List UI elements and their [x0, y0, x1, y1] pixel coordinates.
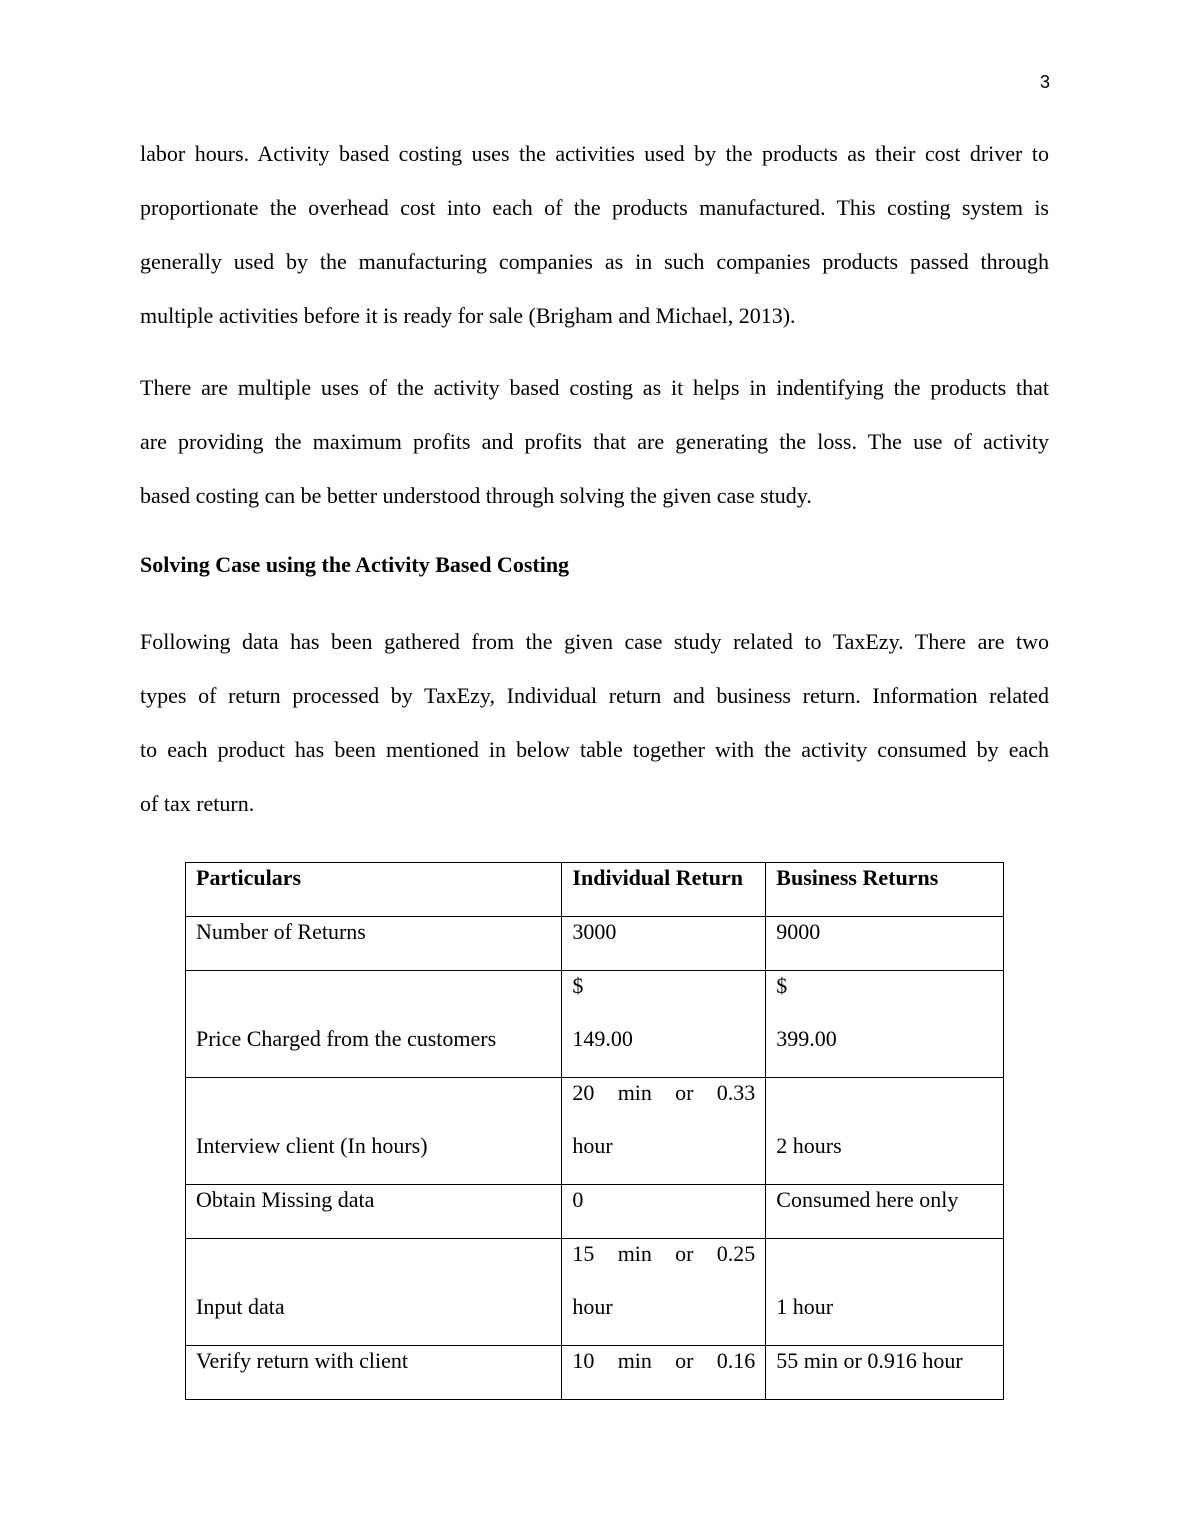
- cell-individual: 0: [562, 1185, 766, 1239]
- cell-particular: Input data: [186, 1239, 562, 1346]
- paragraph-line: types of return processed by TaxEzy, Individual return and business return. Information related: [140, 683, 1049, 708]
- cell-particular: Number of Returns: [186, 917, 562, 971]
- table-header-row: [186, 863, 1004, 917]
- paragraph-line: multiple activities before it is ready for sale (Brigham and Michael, 2013).: [140, 303, 796, 328]
- header-individual-return: Individual Return: [562, 863, 766, 917]
- paragraph-abc-overview: [140, 127, 1049, 343]
- paragraph-line: of tax return.: [140, 791, 255, 816]
- paragraph-line: based costing can be better understood through solving the given case study.: [140, 483, 812, 508]
- tax-return-table: [185, 862, 1004, 1400]
- cell-particular: Interview client (In hours): [186, 1078, 562, 1185]
- cell-business: 55 min or 0.916 hour: [766, 1346, 1004, 1400]
- cell-business: 9000: [766, 917, 1004, 971]
- cell-individual: 3000: [562, 917, 766, 971]
- paragraph-line: Following data has been gathered from the given case study related to TaxEzy. There are two: [140, 629, 1049, 654]
- cell-individual: 20 min or 0.33 hour: [562, 1078, 766, 1185]
- table-row: [186, 1185, 1004, 1239]
- table-row: [186, 917, 1004, 971]
- table-row: [186, 1239, 1004, 1346]
- paragraph-line: are providing the maximum profits and profits that are generating the loss. The use of activity: [140, 429, 1049, 454]
- section-heading: Solving Case using the Activity Based Costing: [140, 552, 570, 577]
- paragraph-line: generally used by the manufacturing companies as in such companies products passed through: [140, 249, 1049, 274]
- cell-business: 2 hours: [766, 1078, 1004, 1185]
- cell-business: Consumed here only: [766, 1185, 1004, 1239]
- paragraph-line: labor hours. Activity based costing uses the activities used by the products as their cost driver to: [140, 141, 1049, 166]
- table-row: [186, 1346, 1004, 1400]
- table-row: [186, 971, 1004, 1078]
- page-number: 3: [1039, 72, 1050, 92]
- cell-individual: $ 149.00: [562, 971, 766, 1078]
- cell-particular: Price Charged from the customers: [186, 971, 562, 1078]
- paragraph-line: There are multiple uses of the activity based costing as it helps in indentifying the products that: [140, 375, 1049, 400]
- paragraph-abc-uses: [140, 361, 1049, 523]
- cell-particular: Verify return with client: [186, 1346, 562, 1400]
- cell-business: 1 hour: [766, 1239, 1004, 1346]
- cell-individual: 15 min or 0.25 hour: [562, 1239, 766, 1346]
- paragraph-line: to each product has been mentioned in below table together with the activity consumed by each: [140, 737, 1049, 762]
- table-row: [186, 1078, 1004, 1185]
- cell-business: $ 399.00: [766, 971, 1004, 1078]
- paragraph-line: proportionate the overhead cost into each of the products manufactured. This costing system is: [140, 195, 1049, 220]
- cell-particular: Obtain Missing data: [186, 1185, 562, 1239]
- header-business-returns: Business Returns: [766, 863, 1004, 917]
- paragraph-case-data: [140, 615, 1049, 831]
- cell-individual: 10 min or 0.16: [562, 1346, 766, 1400]
- header-particulars: Particulars: [186, 863, 562, 917]
